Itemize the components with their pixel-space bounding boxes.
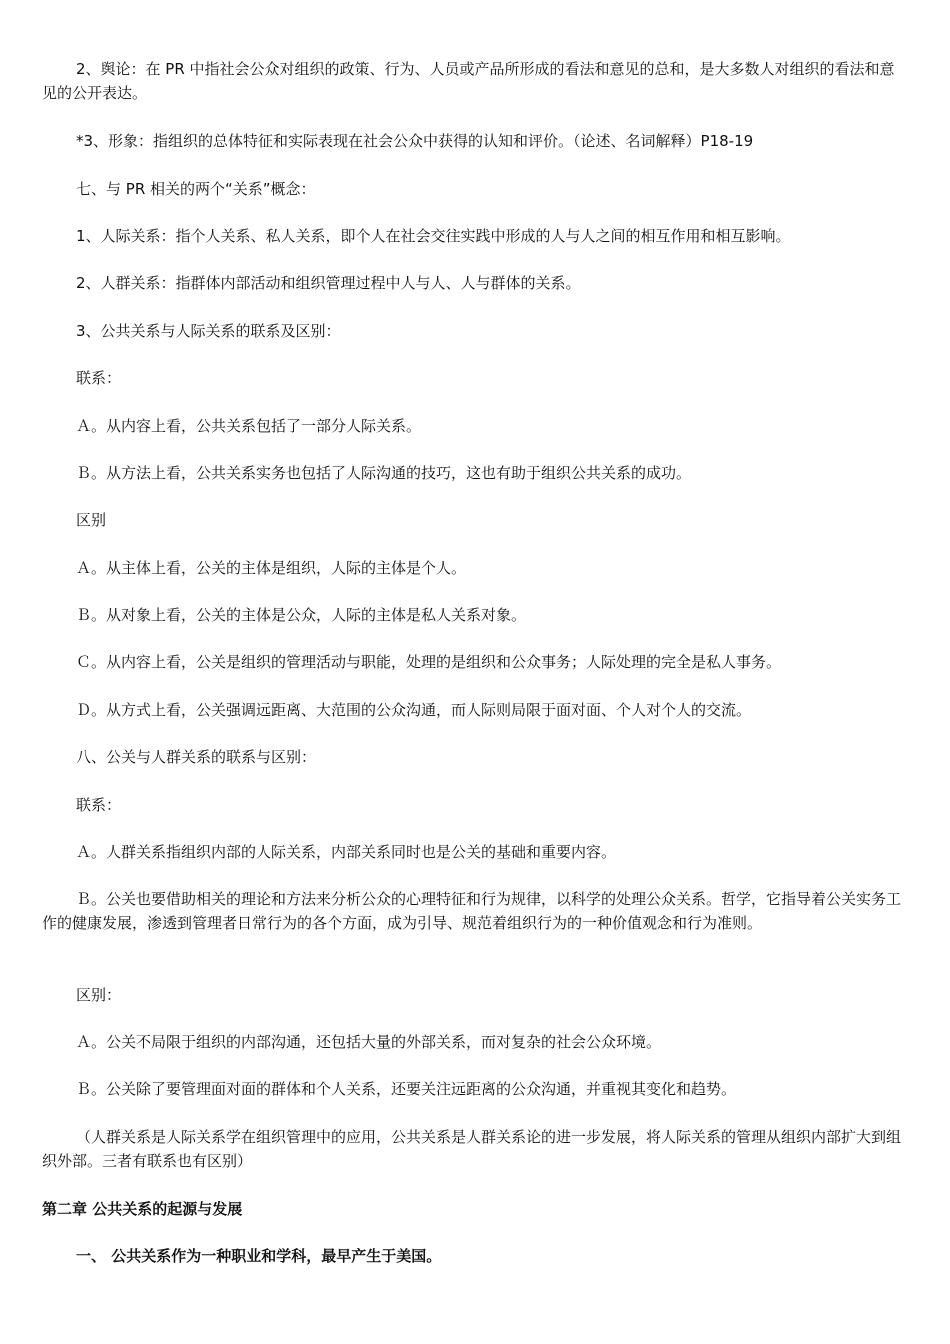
list-item-difference-b: Ｂ。从对象上看，公关的主体是公众，人际的主体是私人关系对象。 — [76, 606, 527, 624]
label-difference-1: 区别 — [76, 511, 107, 529]
list-item-difference2-a: Ａ。公关不局限于组织的内部沟通，还包括大量的外部关系，而对复杂的社会公众环境。 — [76, 1033, 662, 1051]
list-item-difference-a: Ａ。从主体上看，公关的主体是组织，人际的主体是个人。 — [76, 559, 467, 577]
list-item-difference2-b: Ｂ。公关除了要管理面对面的群体和个人关系，还要关注远距离的公众沟通，并重视其变化和趋势。 — [76, 1080, 737, 1098]
section-heading-7: 七、与 PR 相关的两个“关系”概念： — [76, 180, 316, 198]
paragraph-group-relations: 2、人群关系：指群体内部活动和组织管理过程中人与人、人与群体的关系。 — [76, 274, 581, 292]
list-item-connection-a: Ａ。从内容上看，公共关系包括了一部分人际关系。 — [76, 417, 422, 435]
subsection-heading-1: 一、 公共关系作为一种职业和学科，最早产生于美国。 — [76, 1247, 442, 1265]
list-item-difference-d: Ｄ。从方式上看，公关强调远距离、大范围的公众沟通，而人际则局限于面对面、个人对个人的交流。 — [76, 701, 752, 719]
list-item-connection2-a: Ａ。人群关系指组织内部的人际关系，内部关系同时也是公关的基础和重要内容。 — [76, 843, 617, 861]
label-connection-1: 联系： — [76, 369, 122, 387]
label-difference-2: 区别： — [76, 986, 122, 1004]
list-item-connection-b: Ｂ。从方法上看，公共关系实务也包括了人际沟通的技巧，这也有助于组织公共关系的成功。 — [76, 464, 692, 482]
paragraph-interpersonal: 1、人际关系：指个人关系、私人关系，即个人在社会交往实践中形成的人与人之间的相互作用和相互影响。 — [76, 227, 791, 245]
paragraph-summary-note: （人群关系是人际关系学在组织管理中的应用，公共关系是人群关系论的进一步发展，将人际关系的管理从组织内部扩大到组织外部。三者有联系也有区别） — [42, 1128, 902, 1170]
label-connection-2: 联系： — [76, 796, 122, 814]
list-item-connection2-b: Ｂ。公关也要借助相关的理论和方法来分析公众的心理特征和行为规律，以科学的处理公众关系。哲学，它指导着公关实务工作的健康发展，渗透到管理者日常行为的各个方面，成为引导、规范着组织行为的一种价值观念和行为准则。 — [42, 890, 902, 932]
paragraph-pr-vs-interpersonal: 3、公共关系与人际关系的联系及区别： — [76, 322, 341, 340]
paragraph-image: *3、形象：指组织的总体特征和实际表现在社会公众中获得的认知和评价。（论述、名词解释）P18-19 — [76, 132, 754, 150]
paragraph-public-opinion: 2、舆论：在 PR 中指社会公众对组织的政策、行为、人员或产品所形成的看法和意见的总和，是大多数人对组织的看法和意见的公开表达。 — [42, 60, 895, 102]
list-item-difference-c: Ｃ。从内容上看，公关是组织的管理活动与职能，处理的是组织和公众事务；人际处理的完全是私人事务。 — [76, 653, 782, 671]
section-heading-8: 八、公关与人群关系的联系与区别： — [76, 748, 317, 766]
chapter-heading: 第二章 公共关系的起源与发展 — [42, 1200, 243, 1218]
